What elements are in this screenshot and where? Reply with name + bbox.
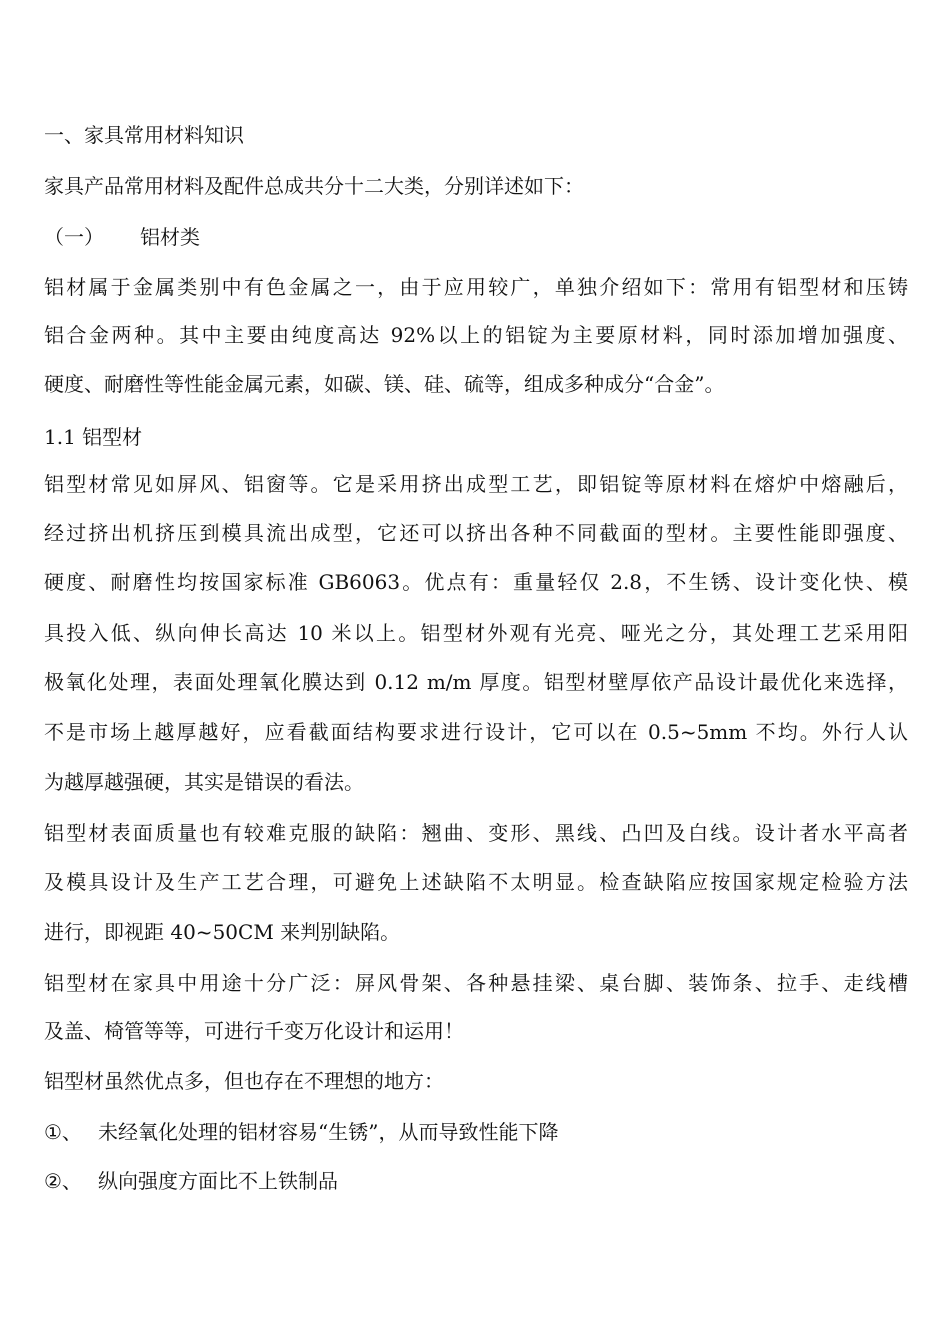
paragraph-line: 铝材属于金属类别中有色金属之一，由于应用较广，单独介绍如下：常用有铝型材和压铸 bbox=[44, 275, 908, 299]
paragraph-line: 硬度、耐磨性均按国家标准 GB6063。优点有：重量轻仅 2.8，不生锈、设计变化快、模 bbox=[44, 570, 908, 594]
list-text: 未经氧化处理的铝材容易“生锈”，从而导致性能下降 bbox=[98, 1120, 559, 1144]
intro-paragraph: 家具产品常用材料及配件总成共分十二大类，分别详述如下： bbox=[44, 174, 584, 198]
list-marker: ①、 bbox=[44, 1120, 82, 1144]
paragraph-line: 经过挤出机挤压到模具流出成型，它还可以挤出各种不同截面的型材。主要性能即强度、 bbox=[44, 521, 908, 545]
paragraph-line: 铝型材表面质量也有较难克服的缺陷：翘曲、变形、黑线、凸凹及白线。设计者水平高者 bbox=[44, 821, 908, 845]
list-marker: ②、 bbox=[44, 1169, 82, 1193]
paragraph-line: 及盖、椅管等等，可进行千变万化设计和运用！ bbox=[44, 1019, 464, 1043]
list-item bbox=[44, 1119, 558, 1145]
subsection-1-1-heading: 1.1 铝型材 bbox=[44, 425, 143, 449]
subsection-number: （一） bbox=[44, 225, 104, 249]
paragraph-line: 极氧化处理，表面处理氧化膜达到 0.12 m/m 厚度。铝型材壁厚依产品设计最优化来选择， bbox=[44, 670, 908, 694]
subsection-heading bbox=[44, 224, 200, 250]
paragraph-line: 及模具设计及生产工艺合理，可避免上述缺陷不太明显。检查缺陷应按国家规定检验方法 bbox=[44, 870, 908, 894]
paragraph-line: 不是市场上越厚越好，应看截面结构要求进行设计，它可以在 0.5~5mm 不均。外行人认 bbox=[44, 720, 908, 744]
paragraph-line: 铝型材在家具中用途十分广泛：屏风骨架、各种悬挂梁、桌台脚、装饰条、拉手、走线槽 bbox=[44, 971, 908, 995]
list-item bbox=[44, 1168, 338, 1194]
subsection-title: 铝材类 bbox=[140, 225, 200, 249]
paragraph-line: 硬度、耐磨性等性能金属元素，如碳、镁、硅、硫等，组成多种成分“合金”。 bbox=[44, 372, 725, 396]
list-text: 纵向强度方面比不上铁制品 bbox=[98, 1169, 338, 1193]
section-heading: 一、家具常用材料知识 bbox=[44, 123, 244, 147]
paragraph-line: 铝合金两种。其中主要由纯度高达 92%以上的铝锭为主要原材料，同时添加增加强度、 bbox=[44, 323, 908, 347]
paragraph-line: 铝型材虽然优点多，但也存在不理想的地方： bbox=[44, 1069, 444, 1093]
paragraph-line: 具投入低、纵向伸长高达 10 米以上。铝型材外观有光亮、哑光之分，其处理工艺采用阳 bbox=[44, 621, 908, 645]
paragraph-line: 为越厚越强硬，其实是错误的看法。 bbox=[44, 770, 364, 794]
paragraph-line: 铝型材常见如屏风、铝窗等。它是采用挤出成型工艺，即铝锭等原材料在熔炉中熔融后， bbox=[44, 472, 908, 496]
paragraph-line: 进行，即视距 40~50CM 来判别缺陷。 bbox=[44, 920, 401, 944]
